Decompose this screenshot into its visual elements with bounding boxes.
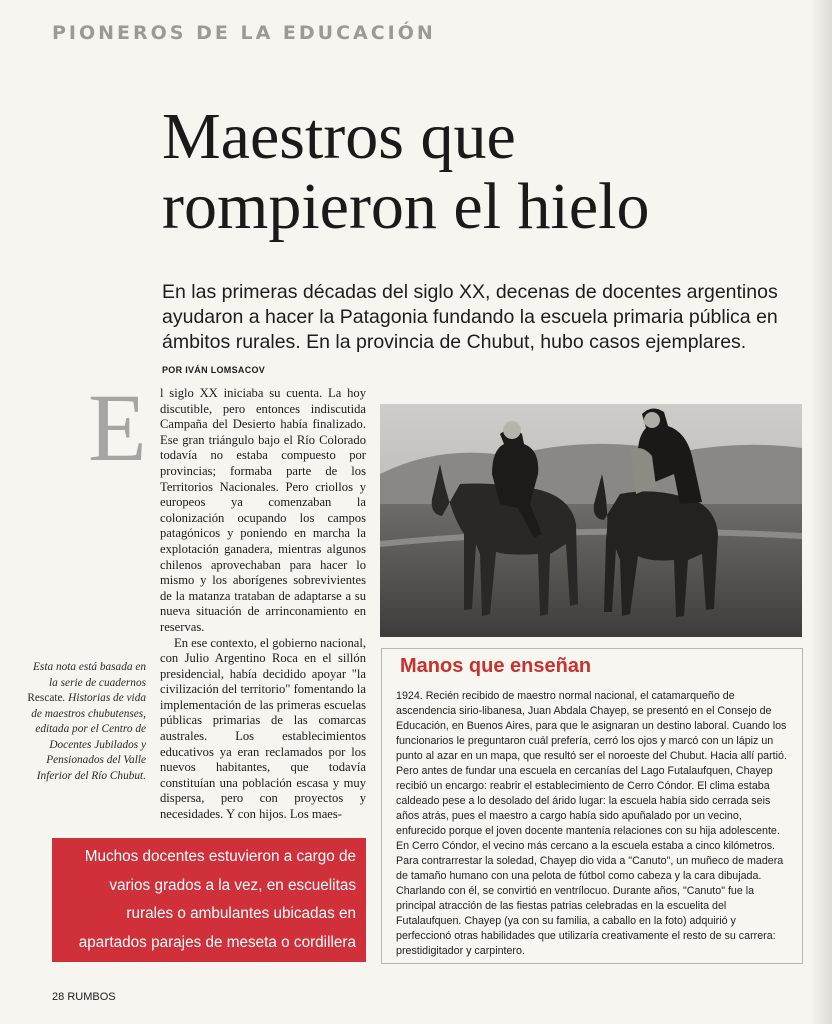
- page-number: 28: [52, 991, 65, 1003]
- riders-on-horseback-image: [380, 404, 802, 637]
- article-subtitle: [162, 280, 812, 383]
- byline: POR IVÁN LOMSACOV: [162, 365, 266, 375]
- page-footer: [52, 991, 116, 1003]
- body-paragraph: En ese contexto, el gobierno nacional, con Julio Argentino Roca en el sillón presidencial, había decidido apoyar "la civilización del territorio" fomentando la implementación de las primeras escuelas públicas primarias de las comarcas australes. Los establecimientos educativos ya eran reclamados por los nuevos habitantes, que todavía constituían una población escasa y muy dispersa, pero con proyectos y necesidades. Y con hijos. Los maes-: [160, 635, 366, 822]
- pull-quote-line: varios grados a la vez, en escuelitas: [109, 876, 356, 894]
- historic-photo: [380, 404, 802, 637]
- pull-quote-line: apartados parajes de meseta o cordillera: [78, 933, 356, 951]
- sidenote-series: Rescate: [27, 692, 63, 704]
- sidenote-rest: . Historias de vida de maestros chubutenses, editada por el Centro de Docentes Jubilados y Pensionados del Valle Inferior del Río Chubut.: [31, 692, 146, 782]
- pull-quote: [52, 838, 366, 962]
- box-body: [396, 689, 792, 959]
- article-headline: Maestros que rompieron el hielo: [162, 100, 650, 243]
- sidenote: [26, 660, 146, 784]
- body-paragraph: l siglo XX iniciaba su cuenta. La hoy discutible, pero entonces indiscutida Campaña del Desierto había finalizado. Ese gran triángulo bajo el Río Colorado todavía no estaba compuesto por provincias; formaba parte de los Territorios Nacionales. Pero criollos y europeos ya comenzaban la colonización ocupando los campos patagónicos y poniendo en marcha la explotación ganadera, mientras algunos chilenos aprovechaban para hacer lo mismo y los aborígenes sobrevivientes de la matanza trataban de adaptarse a su nueva situación de arrinconamiento en reservas.: [160, 386, 366, 634]
- pull-quote-line: Muchos docentes estuvieron a cargo de: [84, 848, 356, 865]
- pull-quote-line: rurales o ambulantes ubicadas en: [126, 905, 356, 922]
- magazine-name: RUMBOS: [67, 991, 116, 1003]
- box-paragraph: 1924. Recién recibido de maestro normal nacional, el catamarqueño de ascendencia sirio-libanesa, Juan Abdala Chayep, se presentó en el Consejo de Educación, en Buenos Aires, para que le asignaran un destino laboral. Cuando los funcionarios le preguntaron cuál prefería, cerró los ojos y marcó con un lápiz un punto al azar en un mapa, que resultó ser el noroeste del Chubut. Hacia allí partió.: [396, 690, 787, 762]
- box-title: Manos que enseñan: [400, 655, 592, 677]
- article-body: [160, 386, 366, 823]
- box-paragraph: Pero antes de fundar una escuela en cercanías del Lago Futalaufquen, Chayep recibió un encargo: reabrir el establecimiento de Cerro Cóndor. El clima estaba caldeado pese a lo desolado del árido lugar: la escuela había sido cerrada seis años atrás, pues el maestro a cargo había sido apuñalado por un vecino, enfurecido porque el joven docente mantenía relaciones con su hija adolescente. En Cerro Cóndor, el vecino más cercano a la escuela estaba a cinco kilómetros. Para contrarrestar la soledad, Chayep dio vida a "Canuto", un muñeco de madera de tamaño humano con una pelota de fútbol como cabeza y la cara dibujada. Charlando con él, se convirtió en ventrílocuo. Durante años, "Canuto" fue la principal atracción de las fiestas patrias celebradas en la escuelita del Futalaufquen. Chayep (ya con su familia, a caballo en la foto) adquirió y perfeccionó otras habilidades que utilizaría creativamente el resto de su carrera: prestidigitador y carpintero.: [396, 765, 784, 957]
- subtitle-text: En las primeras décadas del siglo XX, decenas de docentes argentinos ayudaron a hacer la Patagonia fundando la escuela primaria pública en ámbitos rurales. En la provincia de Chubut, hubo casos ejemplares.: [162, 281, 778, 353]
- sidenote-lead: Esta nota está basada en la serie de cuadernos: [33, 661, 146, 689]
- section-label: PIONEROS DE LA EDUCACIÓN: [52, 22, 436, 44]
- sidebar-box: [381, 648, 803, 964]
- drop-cap: E: [88, 374, 147, 481]
- page-edge-shadow: [810, 0, 832, 1024]
